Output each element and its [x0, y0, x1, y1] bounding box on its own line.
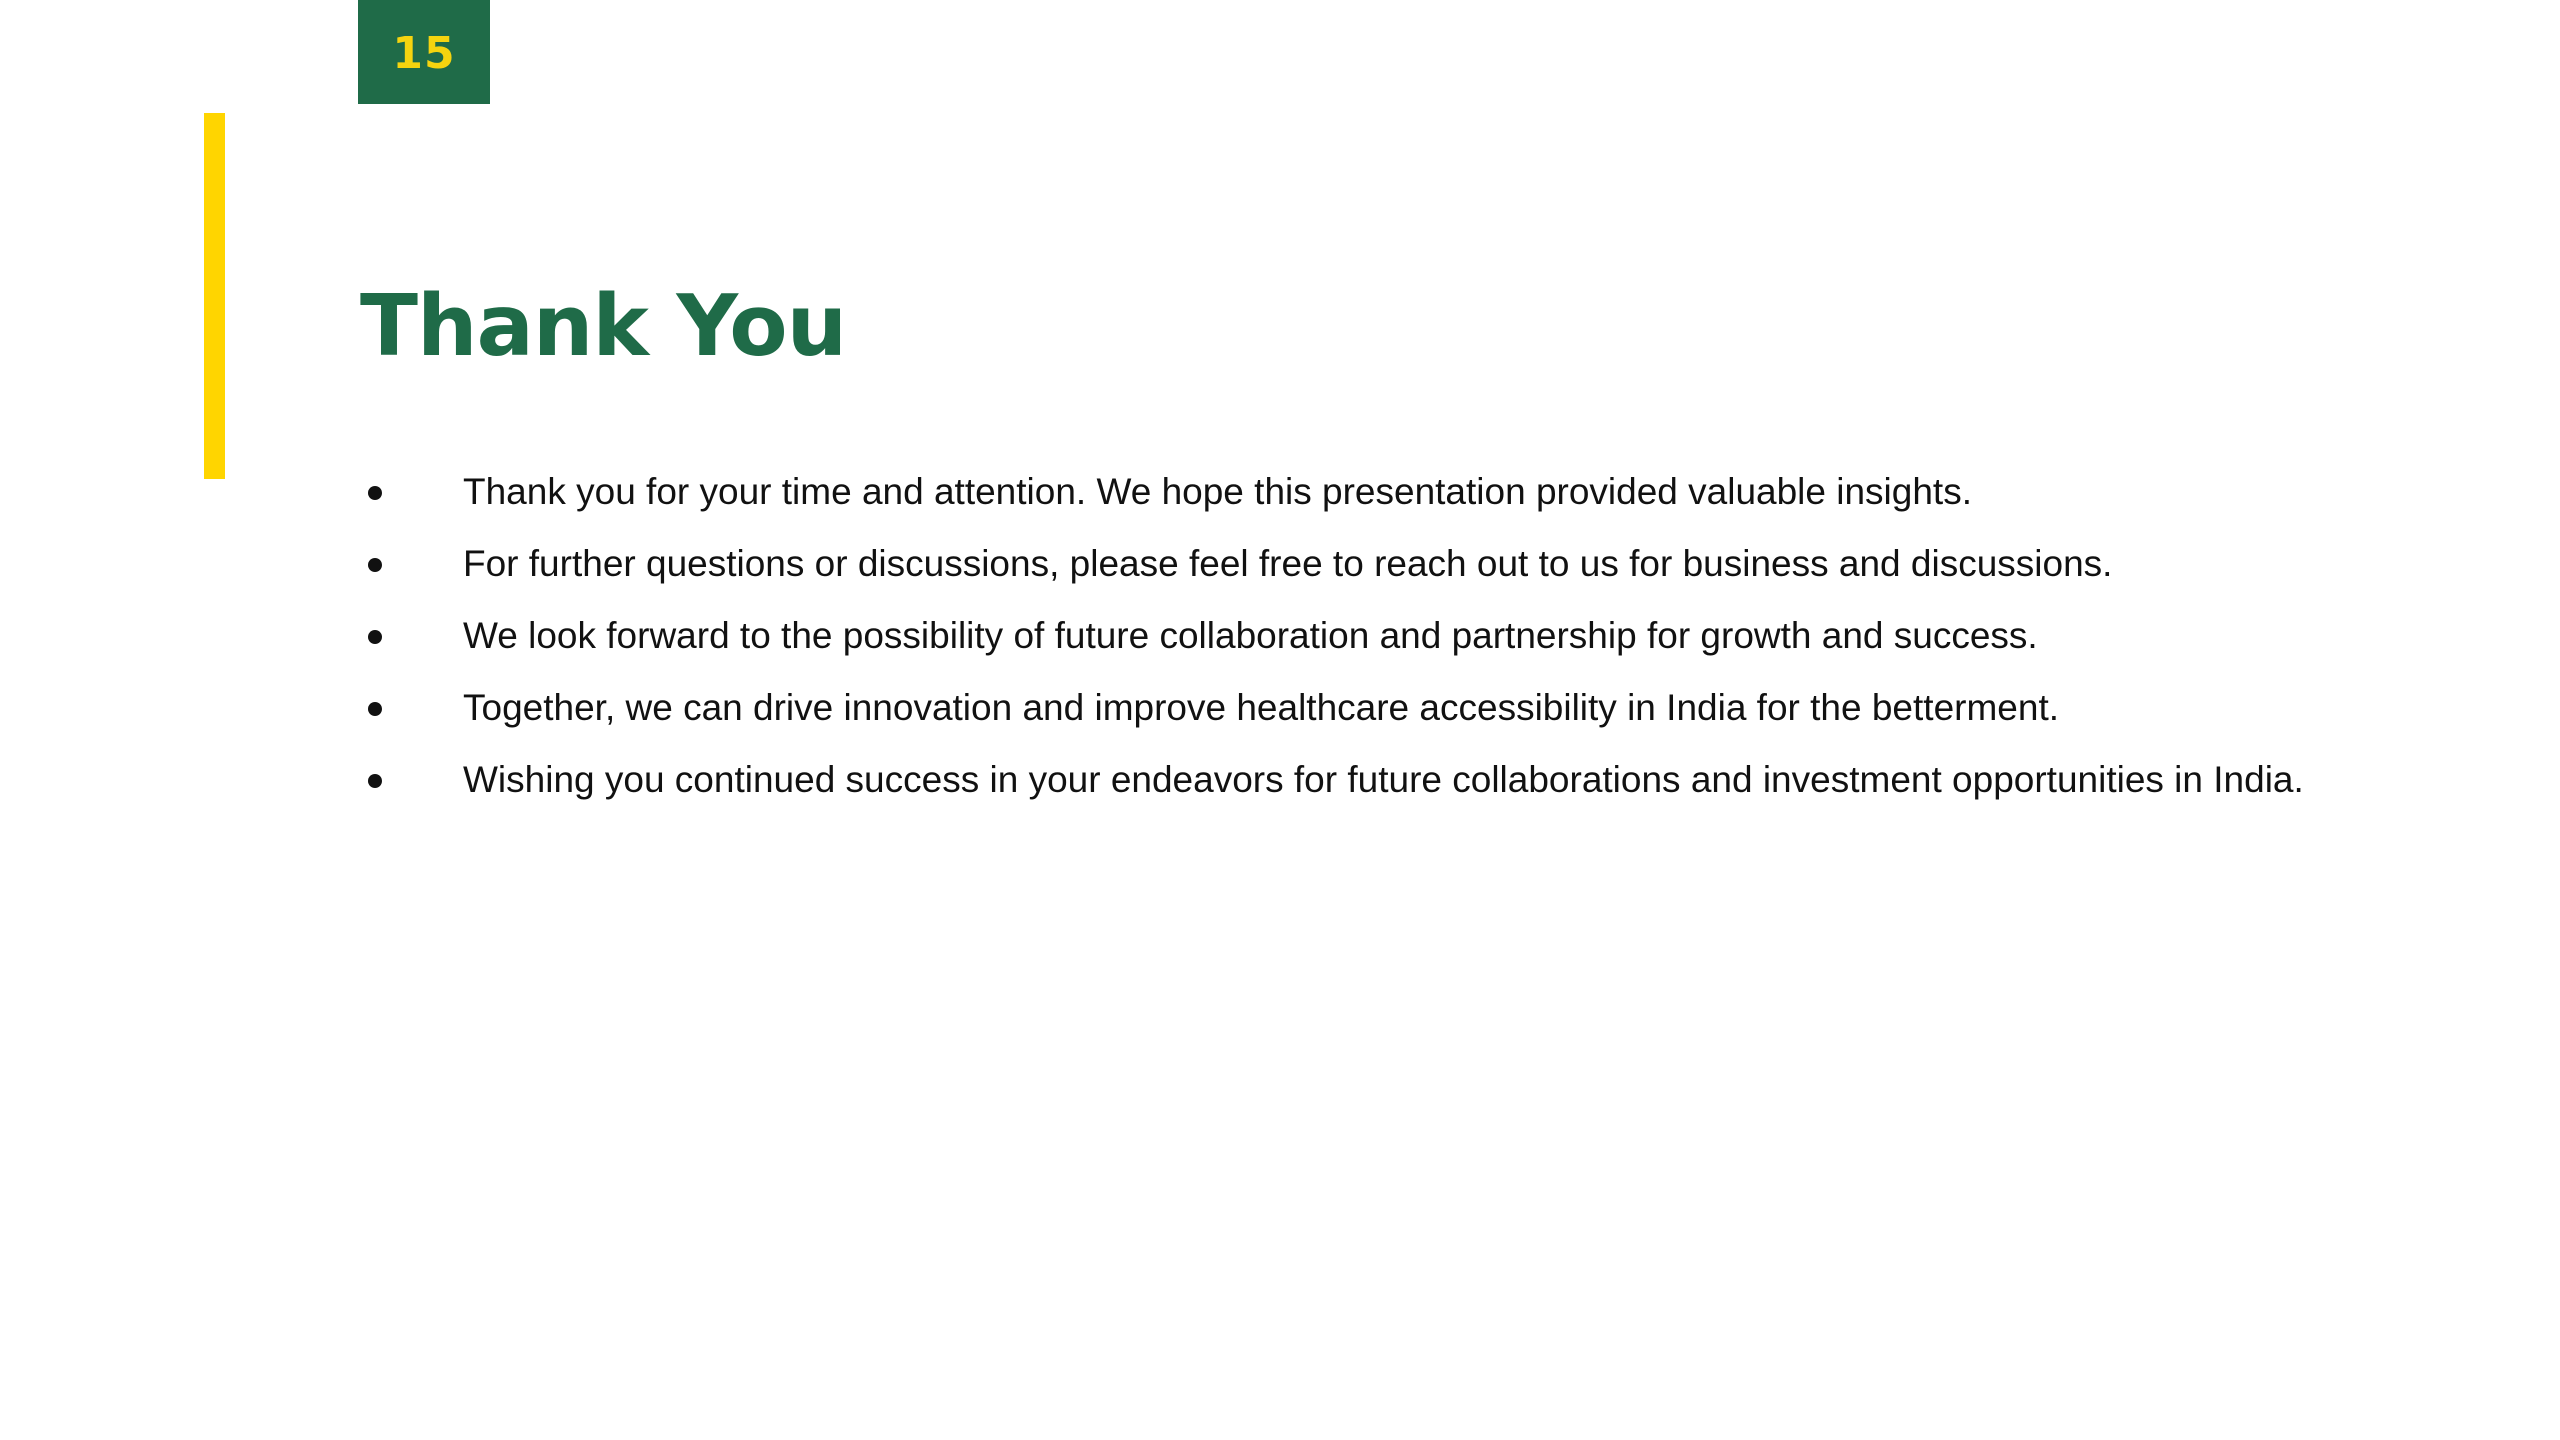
accent-bar	[204, 113, 225, 479]
page-number: 15	[392, 28, 456, 79]
bullet-dot-icon	[368, 630, 382, 644]
bullet-dot-icon	[368, 702, 382, 716]
bullet-text: Wishing you continued success in your endeavors for future collaborations and investment opportunities in India.	[463, 759, 2304, 800]
bullet-dot-icon	[368, 774, 382, 788]
bullet-dot-icon	[368, 486, 382, 500]
page-number-badge	[358, 0, 490, 104]
slide-title: Thank You	[360, 277, 847, 376]
bullet-list	[360, 456, 2370, 816]
bullet-dot-icon	[368, 558, 382, 572]
bullet-text: Thank you for your time and attention. We hope this presentation provided valuable insights.	[463, 471, 1972, 512]
bullet-item	[360, 456, 2370, 528]
bullet-text: For further questions or discussions, please feel free to reach out to us for business and discussions.	[463, 543, 2113, 584]
bullet-item	[360, 528, 2370, 600]
bullet-item	[360, 744, 2370, 816]
bullet-text: We look forward to the possibility of future collaboration and partnership for growth and success.	[463, 615, 2038, 656]
bullet-text: Together, we can drive innovation and improve healthcare accessibility in India for the betterment.	[463, 687, 2060, 728]
bullet-item	[360, 672, 2370, 744]
bullet-item	[360, 600, 2370, 672]
